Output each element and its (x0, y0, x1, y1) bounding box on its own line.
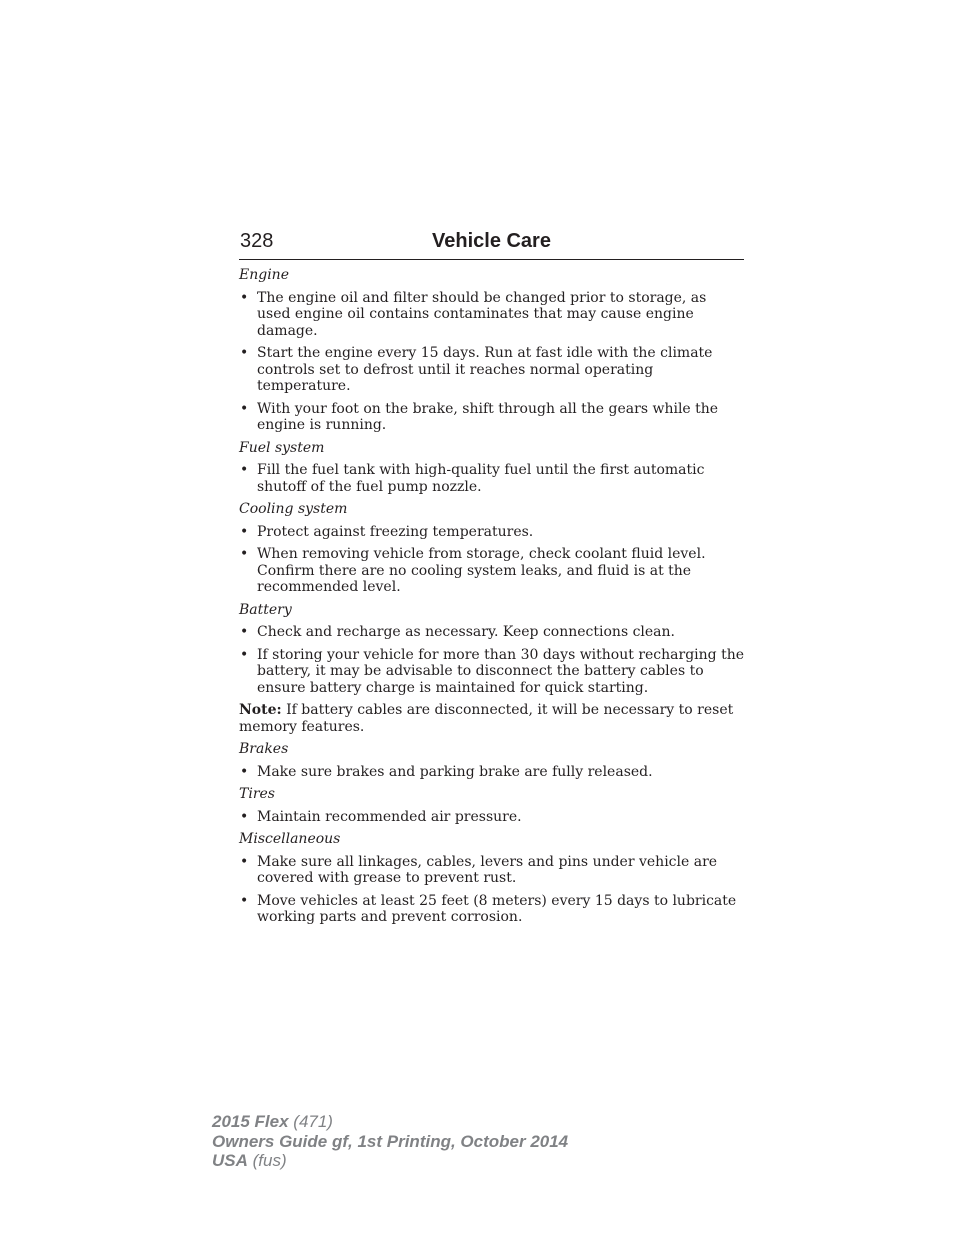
list-item (239, 764, 744, 781)
footer-market-line (212, 1151, 568, 1171)
battery-note (239, 702, 744, 735)
note-label: Note: (239, 702, 282, 718)
page-number: 328 (240, 230, 274, 252)
list-item (239, 546, 744, 596)
engine-list (239, 290, 744, 434)
list-item (239, 345, 744, 395)
bullet-icon: • (240, 763, 249, 780)
list-item (239, 290, 744, 340)
list-item (239, 893, 744, 926)
list-item (239, 401, 744, 434)
fuel-system-list (239, 462, 744, 495)
bullet-icon: • (240, 853, 249, 870)
note-text: If battery cables are disconnected, it will be necessary to reset memory features. (239, 702, 734, 735)
list-item-text: When removing vehicle from storage, check coolant fluid level. Confirm there are no cooling system leaks, and fluid is at the recommended level. (257, 546, 706, 595)
tires-list (239, 809, 744, 826)
cooling-system-list (239, 524, 744, 596)
page-content (239, 267, 744, 932)
footer-model-code: (471) (288, 1112, 333, 1131)
subheading-tires: Tires (239, 786, 275, 802)
list-item (239, 524, 744, 541)
list-item (239, 854, 744, 887)
footer-market: USA (212, 1151, 248, 1170)
miscellaneous-list (239, 854, 744, 926)
list-item-text: Check and recharge as necessary. Keep connections clean. (257, 624, 675, 640)
list-item-text: Make sure brakes and parking brake are fully released. (257, 763, 653, 780)
subheading-fuel-system: Fuel system (239, 439, 325, 456)
footer-guide-line: Owners Guide gf, 1st Printing, October 2014 (212, 1131, 569, 1151)
bullet-icon: • (240, 646, 249, 663)
list-item-text: Start the engine every 15 days. Run at fast idle with the climate controls set to defrost until it reaches normal operating temperature. (257, 345, 713, 394)
bullet-icon: • (240, 289, 249, 306)
bullet-icon: • (240, 892, 249, 909)
footer-market-code: (fus) (247, 1151, 287, 1170)
list-item-text: The engine oil and filter should be changed prior to storage, as used engine oil contains contaminates that may cause engine damage. (257, 289, 707, 339)
list-item-text: Move vehicles at least 25 feet (8 meters) every 15 days to lubricate working parts and prevent corrosion. (257, 892, 737, 925)
bullet-icon: • (240, 400, 249, 417)
list-item (239, 462, 744, 495)
bullet-icon: • (240, 462, 249, 478)
list-item (239, 647, 744, 697)
list-item-text: With your foot on the brake, shift through all the gears while the engine is running. (257, 400, 719, 433)
subheading-cooling-system: Cooling system (239, 501, 348, 517)
list-item-text: Maintain recommended air pressure. (257, 808, 522, 825)
bullet-icon: • (240, 345, 249, 361)
subheading-brakes: Brakes (239, 741, 289, 757)
bullet-icon: • (240, 523, 249, 540)
bullet-icon: • (240, 546, 249, 562)
list-item (239, 624, 744, 641)
list-item-text: Make sure all linkages, cables, levers and pins under vehicle are covered with grease to prevent rust. (257, 853, 718, 886)
list-item-text: If storing your vehicle for more than 30 days without recharging the battery, it may be advisable to disconnect the battery cables to ensure battery charge is maintained for quick starting. (257, 646, 744, 696)
battery-list (239, 624, 744, 696)
subheading-battery: Battery (239, 601, 292, 618)
list-item-text: Fill the fuel tank with high-quality fuel until the first automatic shutoff of the fuel pump nozzle. (257, 462, 705, 495)
bullet-icon: • (240, 808, 249, 825)
footer-model: 2015 Flex (212, 1112, 289, 1131)
list-item-text: Protect against freezing temperatures. (257, 523, 534, 540)
subheading-engine: Engine (239, 267, 289, 283)
bullet-icon: • (240, 624, 249, 640)
page-header (239, 228, 744, 260)
list-item (239, 809, 744, 826)
page-footer (212, 1112, 568, 1171)
section-title: Vehicle Care (432, 230, 551, 252)
subheading-miscellaneous: Miscellaneous (239, 831, 341, 847)
footer-model-line (212, 1112, 568, 1132)
brakes-list (239, 764, 744, 781)
